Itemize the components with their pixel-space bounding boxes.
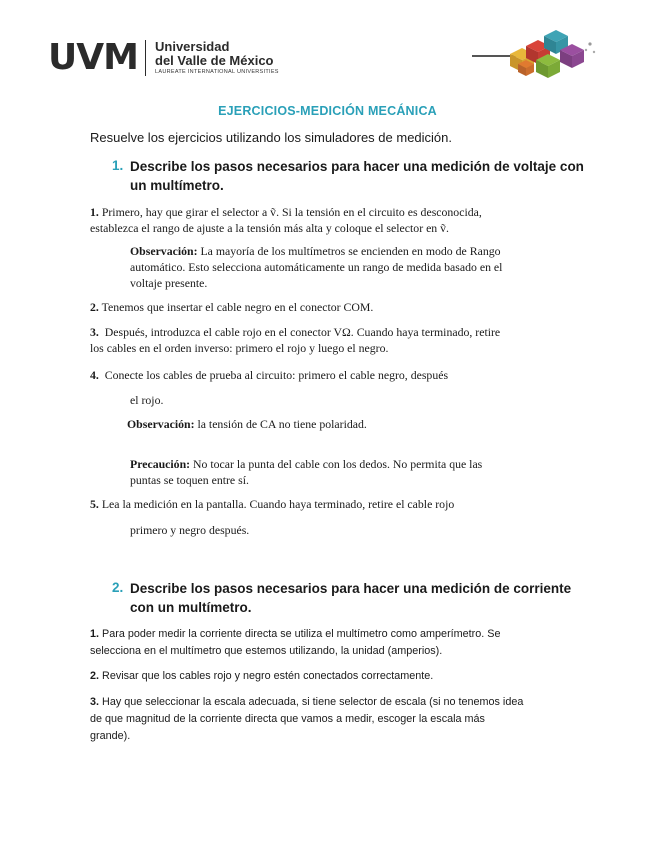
precaution-text: No tocar la punta del cable con los dedos. No permita que las	[193, 457, 483, 471]
step-text: Revisar que los cables rojo y negro estén conectados correctamente.	[102, 670, 434, 682]
precaution-label: Precaución:	[130, 457, 191, 471]
q1-step-4-cont: el rojo.	[130, 393, 164, 407]
observation-label: Observación:	[127, 417, 195, 431]
cubes-decoration-icon	[470, 24, 600, 84]
intro-text: Resuelve los ejercicios utilizando los simuladores de medición.	[90, 130, 453, 145]
question-2-line1: Describe los pasos necesarios para hacer una medición de corriente	[130, 581, 572, 596]
q2-step-3	[90, 694, 580, 745]
precaution-text: puntas se toquen entre sí.	[130, 473, 249, 487]
step-text: Para poder medir la corriente directa se utiliza el multímetro como amperímetro. Se	[102, 628, 501, 640]
q1-observation-2	[127, 416, 367, 432]
q1-step-5-cont: primero y negro después.	[130, 523, 250, 537]
step-text: Conecte los cables de prueba al circuito: primero el cable negro, después	[104, 368, 449, 382]
step-text: Tenemos que insertar el cable negro en el conector COM.	[101, 300, 374, 314]
q1-step-4	[90, 367, 448, 383]
step-number: 1.	[90, 205, 99, 219]
q1-step-2	[90, 299, 373, 315]
observation-text: voltaje presente.	[130, 276, 208, 290]
university-name-line2: del Valle de México	[155, 53, 274, 68]
observation-text: automático. Esto selecciona automáticamente un rango de medida basado en el	[130, 260, 503, 274]
laureate-tagline: LAUREATE INTERNATIONAL UNIVERSITIES	[155, 69, 279, 75]
university-name-line1: Universidad	[155, 39, 230, 54]
logo-divider	[145, 40, 146, 76]
step-text: establezca el rango de ajuste a la tensión más alta y coloque el selector en ṽ.	[90, 221, 449, 235]
step-text: de que magnitud de la corriente directa que vamos a medir, escoger la escala más	[90, 713, 485, 725]
q1-observation-1	[130, 243, 580, 291]
observation-label: Observación:	[130, 244, 198, 258]
page-title: EJERCICIOS-MEDICIÓN MECÁNICA	[218, 104, 437, 118]
step-text: Hay que seleccionar la escala adecuada, si tiene selector de escala (si no tenemos idea	[102, 696, 524, 708]
step-number: 4.	[90, 368, 99, 382]
step-text: selecciona en el multímetro que estemos utilizando, la unidad (amperios).	[90, 645, 443, 657]
step-number: 3.	[90, 325, 99, 339]
question-2-line2: con un multímetro.	[130, 600, 252, 615]
step-number: 2.	[90, 300, 99, 314]
q2-step-1	[90, 626, 570, 660]
observation-text: La mayoría de los multímetros se encienden en modo de Rango	[200, 244, 501, 258]
question-1-number: 1.	[112, 158, 124, 173]
step-number: 1.	[90, 628, 100, 640]
step-text: Lea la medición en la pantalla. Cuando haya terminado, retire el cable rojo	[101, 497, 455, 511]
step-number: 5.	[90, 497, 99, 511]
uvm-logo: UVM	[48, 37, 138, 78]
question-2-number: 2.	[112, 580, 124, 595]
step-text: Después, introduzca el cable rojo en el conector VΩ. Cuando haya terminado, retire	[104, 325, 501, 339]
question-1-line2: un multímetro.	[130, 178, 224, 193]
step-text: los cables en el orden inverso: primero el rojo y luego el negro.	[90, 341, 389, 355]
question-1-line1: Describe los pasos necesarios para hacer una medición de voltaje con	[130, 159, 584, 174]
step-number: 2.	[90, 670, 100, 682]
step-number: 3.	[90, 696, 100, 708]
observation-text: la tensión de CA no tiene polaridad.	[197, 417, 367, 431]
q1-precaution	[130, 456, 580, 488]
step-text: Primero, hay que girar el selector a ṽ. Si la tensión en el circuito es desconocida,	[101, 205, 482, 219]
q1-step-1	[90, 204, 570, 236]
step-text: grande).	[90, 730, 131, 742]
q1-step-3	[90, 324, 570, 356]
q2-step-2	[90, 668, 433, 685]
q1-step-5	[90, 496, 454, 512]
